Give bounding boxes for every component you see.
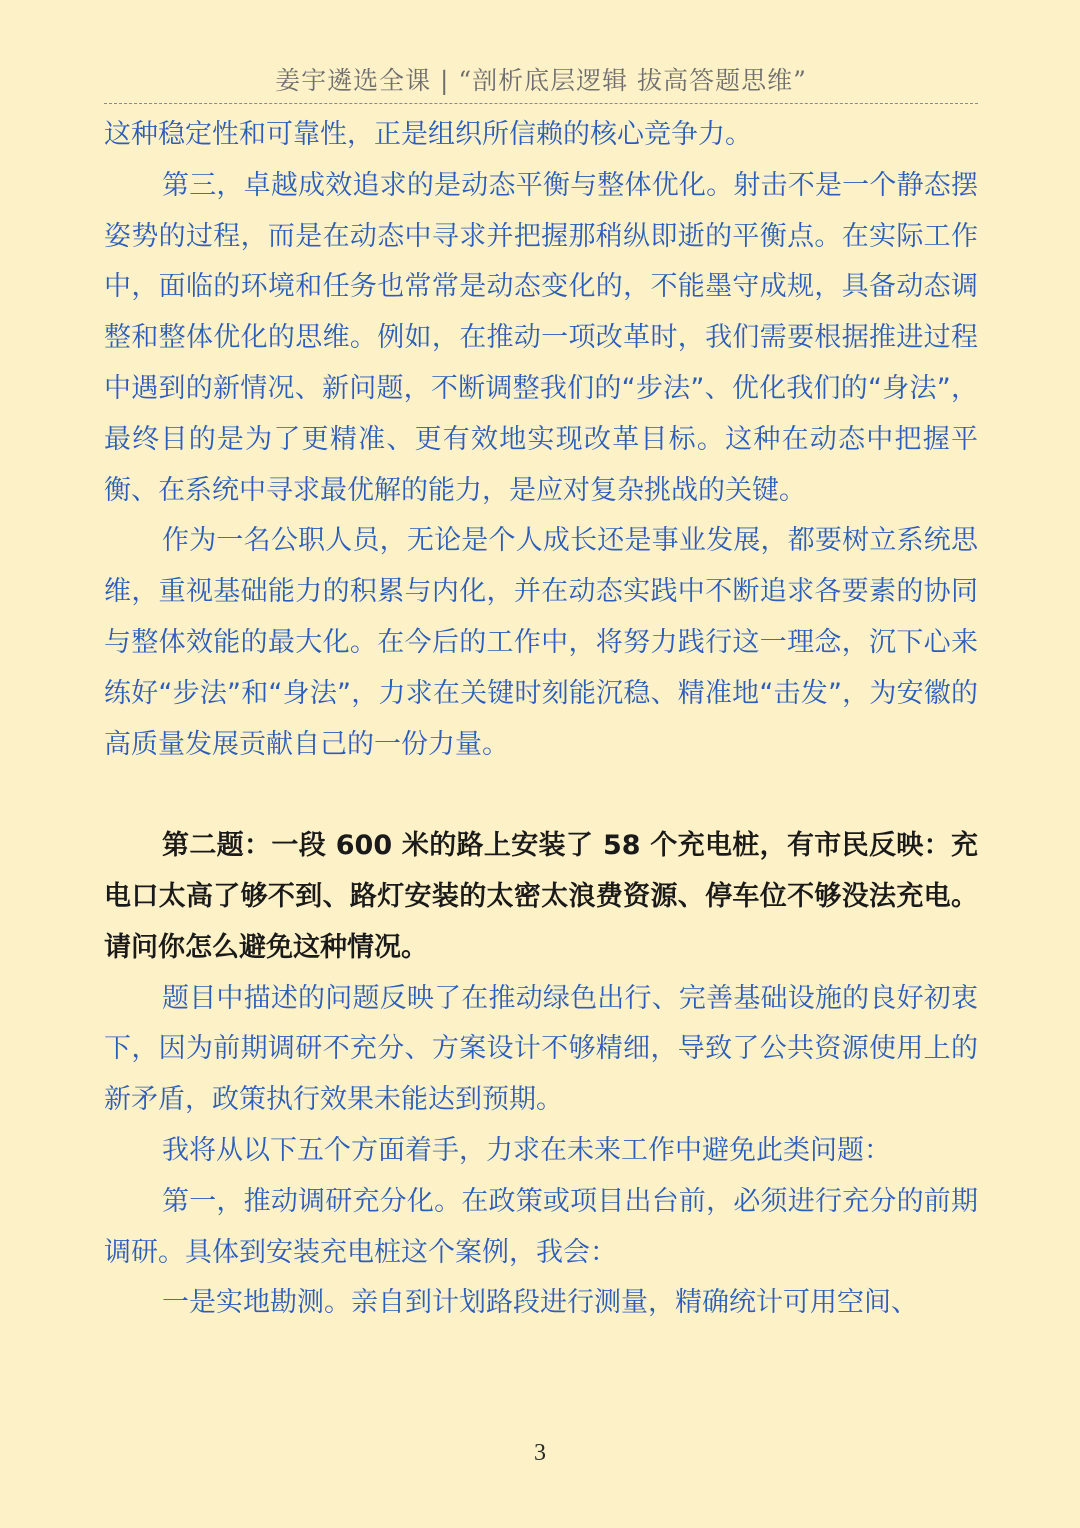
answer-subpoint-one: 一是实地勘测。亲自到计划路段进行测量，精确统计可用空间、 (162, 1287, 918, 1319)
paragraph-conclusion: 作为一名公职人员，无论是个人成长还是事业发展，都要树立系统思维，重视基础能力的积累与内化，并在动态实践中不断追求各要素的协同与整体效能的最大化。在今后的工作中，将努力践行这一理念，沉下心来练好“步法”和“身法”，力求在关键时刻能沉稳、精准地“击发”，为安徽的高质量发展贡献自己的一份力量。 (104, 525, 978, 760)
document-body (104, 110, 978, 1329)
question-two: 第二题：一段 600 米的路上安装了 58 个充电桩，有市民反映：充电口太高了够不到、路灯安装的太密太浪费资源、停车位不够没法充电。请问你怎么避免这种情况。 (104, 830, 978, 963)
answer-point-one: 第一，推动调研充分化。在政策或项目出台前，必须进行充分的前期调研。具体到安装充电桩这个案例，我会： (104, 1185, 978, 1268)
page-number: 3 (534, 1440, 546, 1466)
answer-intro: 我将从以下五个方面着手，力求在未来工作中避免此类问题： (162, 1134, 891, 1166)
paragraph-point-three: 第三，卓越成效追求的是动态平衡与整体优化。射击不是一个静态摆姿势的过程，而是在动态中寻求并把握那稍纵即逝的平衡点。在实际工作中，面临的环境和任务也常常是动态变化的，不能墨守成规，具备动态调整和整体优化的思维。例如，在推动一项改革时，我们需要根据推进过程中遇到的新情况、新问题，不断调整我们的“步法”、优化我们的“身法”，最终目的是为了更精准、更有效地实现改革目标。这种在动态中把握平衡、在系统中寻求最优解的能力，是应对复杂挑战的关键。 (104, 169, 978, 506)
page-header: 姜宇遴选全课 | “剖析底层逻辑 拔高答题思维” (275, 66, 807, 95)
header-divider (104, 103, 978, 104)
answer-analysis: 题目中描述的问题反映了在推动绿色出行、完善基础设施的良好初衷下，因为前期调研不充分、方案设计不够精细，导致了公共资源使用上的新矛盾，政策执行效果未能达到预期。 (104, 982, 978, 1116)
paragraph-continuation: 这种稳定性和可靠性，正是组织所信赖的核心竞争力。 (104, 119, 752, 150)
paragraph-spacer (104, 770, 978, 821)
